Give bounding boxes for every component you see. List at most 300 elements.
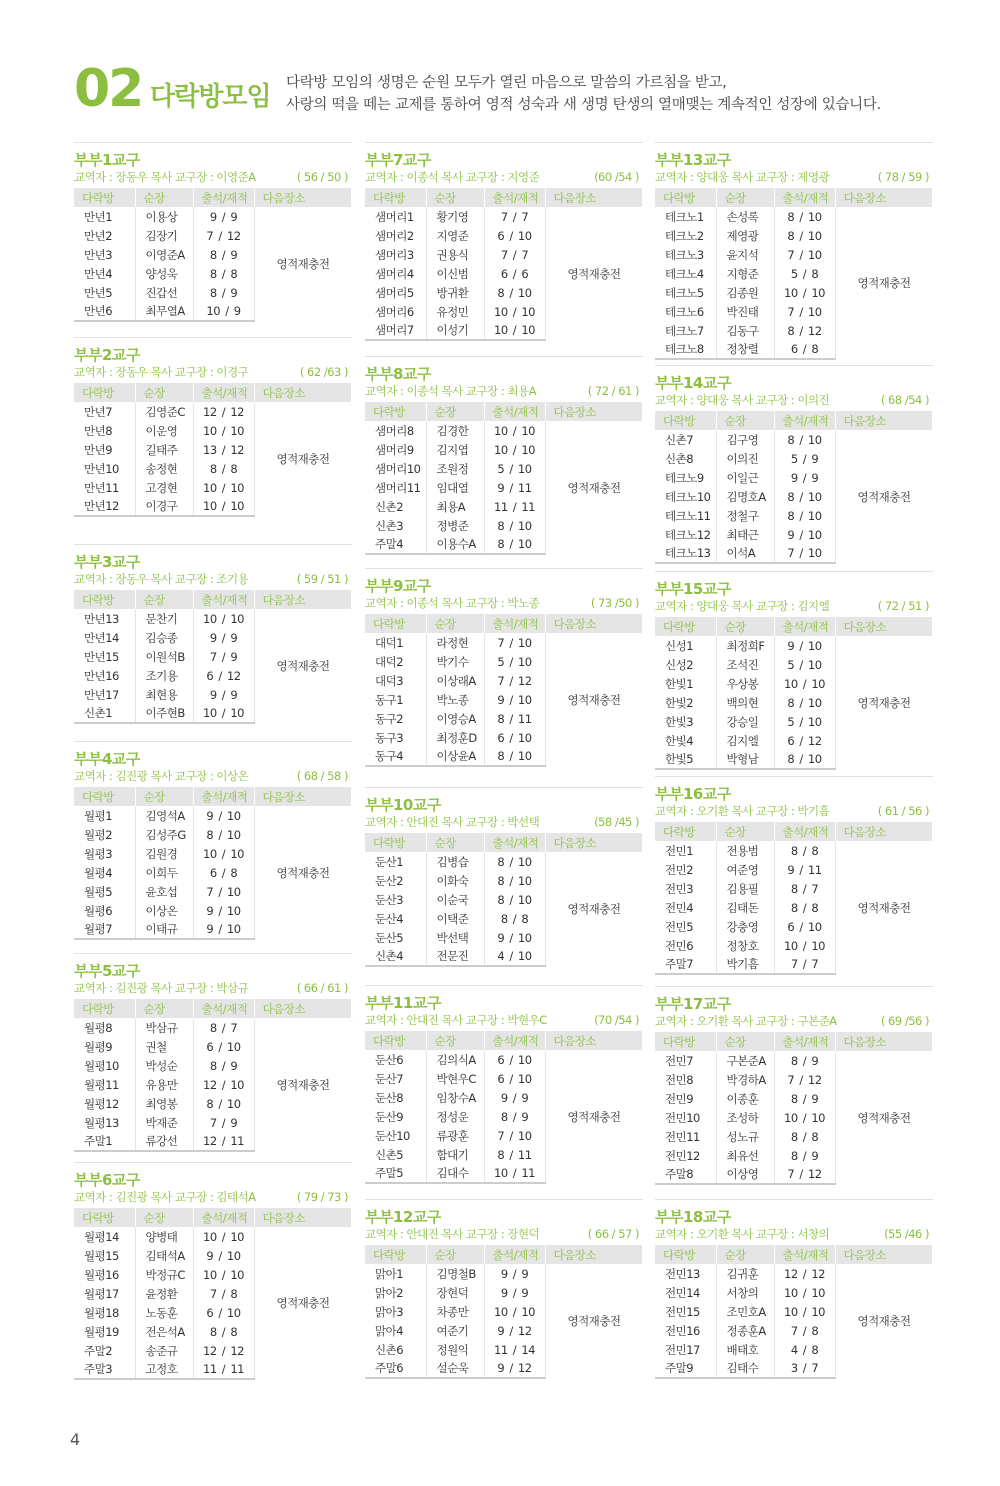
district-leaders: 교역자 : 장동우 목사 교구장 : 조기용 [74,572,249,586]
room-cell: 만년13 [74,609,135,628]
next-place-cell: 영적재충전 [276,1077,330,1092]
district-group [365,568,643,767]
room-cell: 전민10 [655,1108,716,1127]
column-header: 다락방 [74,383,135,402]
attendance-cell: 6 / 10 [484,1050,545,1069]
description-line-1: 다락방 모임의 생명은 순원 모두가 열린 마음으로 말씀의 가르침을 받고, [286,75,727,91]
column-header: 출석/재적 [774,411,835,430]
column-header: 다음장소 [835,188,933,207]
district-name: 부부13교구 [655,142,933,168]
district-info [655,1012,933,1032]
room-cell: 신촌4 [365,947,426,966]
leader-cell: 양병태 [135,1227,193,1246]
leader-cell: 이상영 [716,1165,774,1184]
room-cell: 동구1 [365,690,426,709]
attendance-cell: 9 / 9 [774,468,835,487]
leader-cell: 이택준 [426,909,484,928]
room-cell: 월평3 [74,844,135,863]
leader-cell: 구본준A [716,1051,774,1070]
leader-cell: 이원석B [135,647,193,666]
leader-cell: 김경한 [426,421,484,440]
next-place-cell: 영적재충전 [857,900,911,915]
room-cell: 월평12 [74,1094,135,1113]
attendance-cell: 8 / 10 [484,871,545,890]
attendance-cell: 8 / 9 [193,245,254,264]
attendance-cell: 10 / 10 [484,440,545,459]
column-header: 순장 [135,787,193,806]
district-table [74,787,352,940]
column-header: 순장 [716,822,774,841]
attendance-cell: 8 / 10 [774,207,835,226]
leader-cell: 송준규 [135,1341,193,1360]
attendance-cell: 6 / 12 [193,666,254,685]
attendance-cell: 8 / 10 [774,226,835,245]
column-header: 다음장소 [545,1031,643,1050]
leader-cell: 이일근 [716,468,774,487]
attendance-cell: 12 / 11 [193,1132,254,1151]
column-header: 다락방 [365,402,426,421]
leader-cell: 박삼규 [135,1018,193,1037]
leader-cell: 강승일 [716,712,774,731]
room-cell: 대덕1 [365,633,426,652]
next-place-cell: 영적재충전 [567,480,621,495]
room-cell: 전민9 [655,1089,716,1108]
next-place-cell: 영적재충전 [857,276,911,290]
leader-cell: 박정규C [135,1265,193,1284]
attendance-cell: 10 / 10 [193,478,254,497]
column-header: 출석/재적 [774,822,835,841]
leader-cell: 윤호섭 [135,882,193,901]
room-cell: 샘머리2 [365,226,426,245]
leader-cell: 전은석A [135,1322,193,1341]
district-leaders: 교역자 : 안대진 목사 교구장 : 박현우C [365,1013,547,1027]
leader-cell: 윤정환 [135,1284,193,1303]
leader-cell: 여준기 [426,1321,484,1340]
column-header: 출석/재적 [774,1032,835,1051]
room-cell: 월평7 [74,920,135,939]
leader-cell: 최영봉 [135,1094,193,1113]
district-group [655,142,933,360]
room-cell: 주말5 [365,1164,426,1183]
leader-cell: 진갑선 [135,283,193,302]
attendance-cell: 9 / 10 [193,920,254,939]
column-header: 순장 [426,833,484,852]
leader-cell: 김종원 [716,283,774,302]
leader-cell: 전문진 [426,947,484,966]
district-leaders: 교역자 : 김진광 목사 교구장 : 이상온 [74,769,249,783]
room-cell: 대덕3 [365,671,426,690]
room-cell: 신촌1 [74,704,135,723]
room-cell: 테크노13 [655,544,716,563]
leader-cell: 박경하A [716,1070,774,1089]
leader-cell: 차종만 [426,1302,484,1321]
district-leaders: 교역자 : 이종석 목사 교구장 : 최용A [365,384,536,398]
column-header: 다락방 [655,1032,716,1051]
leader-cell: 조기용 [135,666,193,685]
attendance-cell: 8 / 10 [484,283,545,302]
attendance-cell: 10 / 9 [193,302,254,321]
room-cell: 주말3 [74,1360,135,1379]
room-cell: 만년6 [74,302,135,321]
district-table [365,833,643,967]
room-cell: 만년9 [74,440,135,459]
attendance-cell: 12 / 12 [774,1264,835,1283]
room-cell: 둔산8 [365,1088,426,1107]
attendance-cell: 8 / 9 [484,1107,545,1126]
district-leaders: 교역자 : 이종석 목사 교구장 : 지영준 [365,170,540,184]
attendance-cell: 6 / 12 [774,731,835,750]
column-header: 순장 [716,188,774,207]
attendance-cell: 8 / 7 [774,879,835,898]
attendance-cell: 7 / 12 [193,226,254,245]
room-cell: 전민2 [655,860,716,879]
district-info [365,813,643,833]
leader-cell: 류강선 [135,1132,193,1151]
attendance-cell: 9 / 9 [193,628,254,647]
room-cell: 테크노3 [655,245,716,264]
column-header: 순장 [716,617,774,636]
room-cell: 맑아4 [365,1321,426,1340]
district-count: ( 73 /50 ) [590,596,639,610]
table-row [655,1264,933,1283]
room-cell: 동구2 [365,709,426,728]
next-place-cell: 영적재충전 [276,865,330,880]
leader-cell: 윤지석 [716,245,774,264]
room-cell: 전민3 [655,879,716,898]
attendance-cell: 8 / 8 [484,909,545,928]
leader-cell: 최정훈D [426,728,484,747]
district-info [365,1011,643,1031]
room-cell: 전민13 [655,1264,716,1283]
leader-cell: 이용수A [426,535,484,554]
room-cell: 주말8 [655,1165,716,1184]
column-header: 순장 [135,1208,193,1227]
district-info [655,1225,933,1245]
room-cell: 신성1 [655,636,716,655]
attendance-cell: 9 / 11 [484,478,545,497]
leader-cell: 이순국 [426,890,484,909]
district-group [655,776,933,975]
leader-cell: 박성순 [135,1056,193,1075]
room-cell: 주말7 [655,955,716,974]
room-cell: 신촌6 [365,1340,426,1359]
attendance-cell: 10 / 10 [193,704,254,723]
leader-cell: 이영승A [426,709,484,728]
attendance-cell: 7 / 7 [484,207,545,226]
district-info [655,168,933,188]
district-count: (70 /54 ) [594,1013,639,1027]
district-group [655,1199,933,1379]
leader-cell: 박기흠 [716,955,774,974]
leader-cell: 조원정 [426,459,484,478]
district-name: 부부17교구 [655,986,933,1012]
room-cell: 둔산2 [365,871,426,890]
column-header: 다락방 [655,188,716,207]
attendance-cell: 8 / 8 [774,1127,835,1146]
attendance-cell: 10 / 10 [774,283,835,302]
room-cell: 둔산9 [365,1107,426,1126]
room-cell: 샘머리9 [365,440,426,459]
room-cell: 월평9 [74,1037,135,1056]
leader-cell: 이용상 [135,207,193,226]
attendance-cell: 10 / 11 [484,1164,545,1183]
room-cell: 한빛3 [655,712,716,731]
room-cell: 샘머리1 [365,207,426,226]
attendance-cell: 9 / 10 [774,525,835,544]
table-row [74,609,352,628]
district-info [655,802,933,822]
leader-cell: 박기수 [426,652,484,671]
leader-cell: 임창수A [426,1088,484,1107]
district-group [74,544,352,724]
section-header [74,59,954,122]
district-name: 부부11교구 [365,985,643,1011]
attendance-cell: 8 / 11 [484,709,545,728]
room-cell: 테크노2 [655,226,716,245]
room-cell: 월평10 [74,1056,135,1075]
leader-cell: 이희두 [135,863,193,882]
room-cell: 둔산5 [365,928,426,947]
leader-cell: 설순욱 [426,1359,484,1378]
room-cell: 만년8 [74,421,135,440]
attendance-cell: 9 / 9 [484,1088,545,1107]
column-header: 다락방 [365,1245,426,1264]
room-cell: 테크노8 [655,340,716,359]
room-cell: 전민12 [655,1146,716,1165]
district-table [655,617,933,770]
room-cell: 둔산7 [365,1069,426,1088]
leader-cell: 이화숙 [426,871,484,890]
next-place-cell: 영적재충전 [567,1314,621,1328]
room-cell: 신촌5 [365,1145,426,1164]
attendance-cell: 8 / 8 [774,841,835,860]
district-table [74,999,352,1152]
column-header: 순장 [426,614,484,633]
leader-cell: 조석진 [716,655,774,674]
table-row [365,421,643,440]
attendance-cell: 7 / 10 [774,302,835,321]
attendance-cell: 7 / 12 [774,1165,835,1184]
column-header: 다음장소 [254,999,352,1018]
room-cell: 만년11 [74,478,135,497]
attendance-cell: 5 / 10 [774,712,835,731]
attendance-cell: 11 / 11 [193,1360,254,1379]
next-place-cell: 영적재충전 [567,266,621,281]
room-cell: 둔산3 [365,890,426,909]
room-cell: 월평17 [74,1284,135,1303]
district-info [365,382,643,402]
district-group [365,787,643,967]
leader-cell: 지형준 [716,264,774,283]
column-header: 다락방 [365,1031,426,1050]
leader-cell: 이신범 [426,264,484,283]
attendance-cell: 8 / 10 [774,430,835,449]
attendance-cell: 5 / 8 [774,264,835,283]
leader-cell: 길태주 [135,440,193,459]
room-cell: 만년14 [74,628,135,647]
room-cell: 신촌3 [365,516,426,535]
next-place-cell: 영적재충전 [276,1296,330,1310]
column-header: 다음장소 [254,590,352,609]
room-cell: 동구4 [365,747,426,766]
attendance-cell: 8 / 10 [193,1094,254,1113]
district-table [365,188,643,341]
room-cell: 전민1 [655,841,716,860]
next-place-cell: 영적재충전 [567,1109,621,1124]
district-count: ( 66 / 57 ) [587,1227,639,1241]
leader-cell: 우상봉 [716,674,774,693]
district-count: ( 68 /54 ) [880,393,929,407]
attendance-cell: 8 / 8 [193,1322,254,1341]
leader-cell: 김태수 [716,1359,774,1378]
room-cell: 월평5 [74,882,135,901]
column-header: 다음장소 [835,1245,933,1264]
attendance-cell: 10 / 10 [484,302,545,321]
district-name: 부부10교구 [365,787,643,813]
column-header: 다락방 [74,999,135,1018]
district-name: 부부18교구 [655,1199,933,1225]
table-row [655,841,933,860]
leader-cell: 유정민 [426,302,484,321]
attendance-cell: 4 / 10 [484,947,545,966]
leader-cell: 문찬기 [135,609,193,628]
room-cell: 주말4 [365,535,426,554]
table-row [365,852,643,871]
column-header: 순장 [426,1245,484,1264]
attendance-cell: 8 / 10 [774,506,835,525]
attendance-cell: 6 / 10 [484,226,545,245]
room-cell: 월평19 [74,1322,135,1341]
district-leaders: 교역자 : 오기환 목사 교구장 : 구본준A [655,1014,837,1028]
attendance-cell: 8 / 10 [484,516,545,535]
district-info [365,594,643,614]
column-header: 다음장소 [835,411,933,430]
district-table [74,590,352,724]
room-cell: 월평2 [74,825,135,844]
room-cell: 샘머리5 [365,283,426,302]
room-cell: 만년3 [74,245,135,264]
table-row [365,633,643,652]
leader-cell: 최용A [426,497,484,516]
room-cell: 전민5 [655,917,716,936]
leader-cell: 김원경 [135,844,193,863]
room-cell: 샘머리10 [365,459,426,478]
attendance-cell: 9 / 10 [193,1246,254,1265]
attendance-cell: 8 / 9 [774,1146,835,1165]
district-group [74,1162,352,1380]
room-cell: 만년15 [74,647,135,666]
column-header: 다락방 [74,787,135,806]
description-line-2: 사랑의 떡을 떼는 교제를 통하여 영적 성숙과 새 생명 탄생의 열매맺는 계속적인 성장에 있습니다. [286,97,881,113]
district-group [655,365,933,564]
attendance-cell: 6 / 6 [484,264,545,283]
section-number: 02 [74,59,143,119]
column-header: 출석/재적 [484,614,545,633]
district-info [655,391,933,411]
column-header: 다음장소 [254,383,352,402]
attendance-cell: 6 / 10 [484,728,545,747]
leader-cell: 정병준 [426,516,484,535]
room-cell: 테크노7 [655,321,716,340]
attendance-cell: 7 / 7 [484,245,545,264]
column-header: 출석/재적 [484,1245,545,1264]
attendance-cell: 7 / 9 [193,647,254,666]
district-info [655,597,933,617]
attendance-cell: 12 / 12 [193,402,254,421]
room-cell: 동구3 [365,728,426,747]
column-header: 출석/재적 [193,999,254,1018]
table-row [365,1050,643,1069]
district-leaders: 교역자 : 양대웅 목사 교구장 : 이의진 [655,393,830,407]
attendance-cell: 6 / 10 [484,1069,545,1088]
leader-cell: 김명호A [716,487,774,506]
column-header: 다락방 [655,822,716,841]
room-cell: 신촌7 [655,430,716,449]
leader-cell: 장현덕 [426,1283,484,1302]
attendance-cell: 7 / 10 [484,633,545,652]
column-header: 다락방 [365,188,426,207]
room-cell: 만년4 [74,264,135,283]
district-name: 부부6교구 [74,1162,352,1188]
attendance-cell: 9 / 10 [193,806,254,825]
room-cell: 샘머리4 [365,264,426,283]
leader-cell: 정창호 [716,936,774,955]
district-table [655,411,933,564]
leader-cell: 박현우C [426,1069,484,1088]
column-header: 출석/재적 [484,188,545,207]
attendance-cell: 8 / 10 [774,750,835,769]
leader-cell: 김병습 [426,852,484,871]
district-info [365,168,643,188]
district-table [365,614,643,767]
attendance-cell: 6 / 8 [193,863,254,882]
leader-cell: 김귀훈 [716,1264,774,1283]
attendance-cell: 6 / 10 [774,917,835,936]
column-header: 다음장소 [545,188,643,207]
leader-cell: 김영준C [135,402,193,421]
attendance-cell: 5 / 10 [484,652,545,671]
district-name: 부부12교구 [365,1199,643,1225]
room-cell: 전민7 [655,1051,716,1070]
attendance-cell: 8 / 10 [484,535,545,554]
attendance-cell: 6 / 10 [193,1037,254,1056]
district-group [74,337,352,517]
next-place-cell: 영적재충전 [276,659,330,673]
room-cell: 테크노11 [655,506,716,525]
table-row [365,1264,643,1283]
column-header: 순장 [426,402,484,421]
leader-cell: 정성운 [426,1107,484,1126]
room-cell: 테크노5 [655,283,716,302]
section-title: 다락방모임 [150,82,271,112]
district-name: 부부5교구 [74,953,352,979]
district-table [655,188,933,360]
table-row [655,207,933,226]
attendance-cell: 8 / 9 [774,1089,835,1108]
room-cell: 월평1 [74,806,135,825]
leader-cell: 김명철B [426,1264,484,1283]
district-table [74,383,352,517]
attendance-cell: 10 / 10 [193,844,254,863]
attendance-cell: 7 / 12 [774,1070,835,1089]
district-leaders: 교역자 : 오기환 목사 교구장 : 서창의 [655,1227,830,1241]
room-cell: 만년10 [74,459,135,478]
room-cell: 전민8 [655,1070,716,1089]
leader-cell: 조민호A [716,1302,774,1321]
column-header: 순장 [426,188,484,207]
leader-cell: 김영석A [135,806,193,825]
room-cell: 만년1 [74,207,135,226]
